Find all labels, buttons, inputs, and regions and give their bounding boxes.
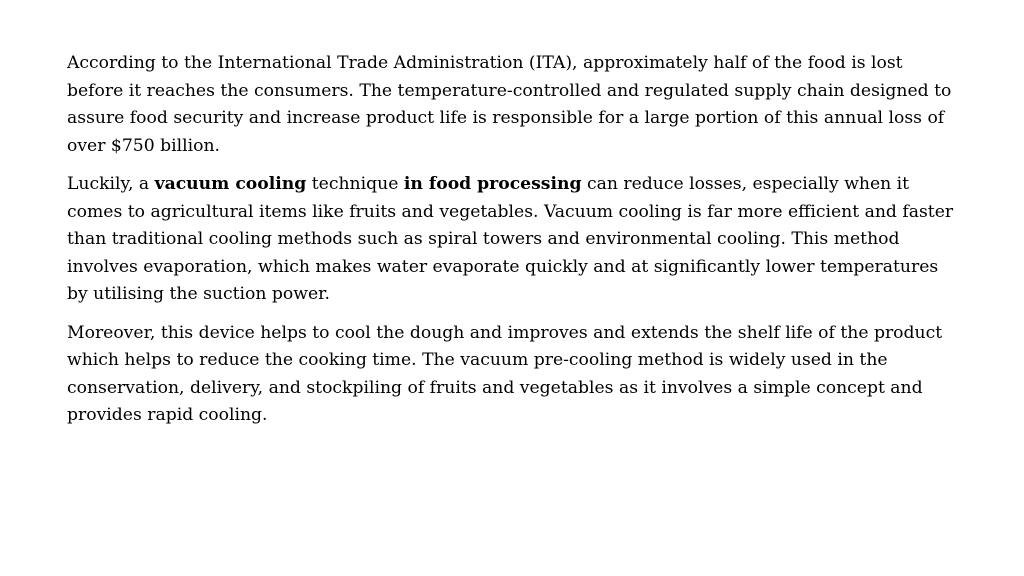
article-body xyxy=(67,50,957,441)
paragraph-text-segment: Luckily, a xyxy=(67,174,155,194)
paragraph-ita-food-loss: According to the International Trade Administration (ITA), approximately half of the food is lost before it reaches the consumers. The temperature-controlled and regulated supply chain designed to assure food security and increase product life is responsible for a large portion of this annual loss of over $750 billion. xyxy=(67,53,952,156)
paragraph-vacuum-cooling xyxy=(67,171,957,309)
paragraph-pre-cooling: Moreover, this device helps to cool the dough and improves and extends the shelf life of the product which helps to reduce the cooking time. The vacuum pre-cooling method is widely used in the conservation, delivery, and stockpiling of fruits and vegetables as it involves a simple concept and provides rapid cooling. xyxy=(67,322,943,425)
paragraph-text-segment: can reduce losses, especially when it comes to agricultural items like fruits and vegetables. Vacuum cooling is far more efficient and faster than traditional cooling methods such as spiral towers and environmental cooling. This method involves evaporation, which makes water evaporate quickly and at significantly lower temperatures by utilising the suction power. xyxy=(67,174,954,304)
emphasis-vacuum-cooling: vacuum cooling xyxy=(154,174,307,194)
paragraph-text-segment: technique xyxy=(306,174,404,194)
emphasis-food-processing: in food processing xyxy=(403,174,582,194)
